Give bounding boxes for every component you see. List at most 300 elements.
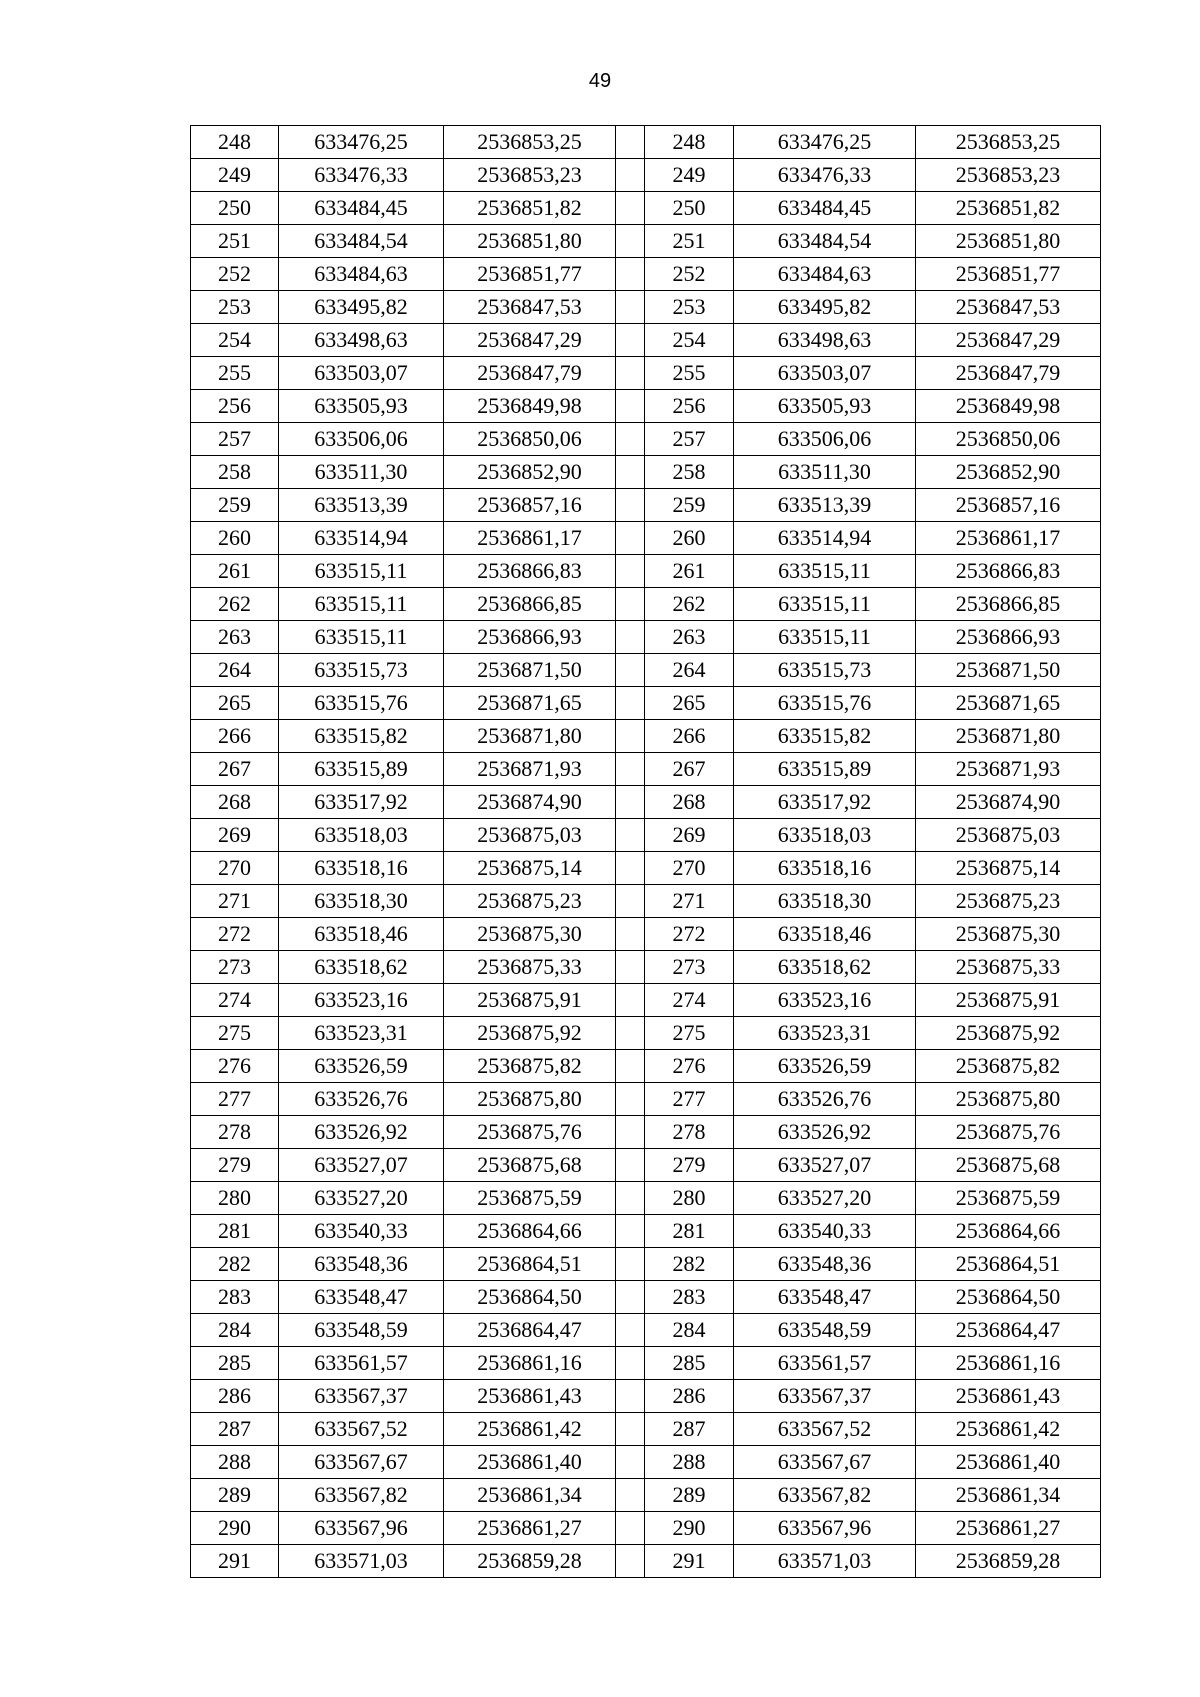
x-coordinate-cell: 633505,93	[734, 390, 916, 423]
x-coordinate-cell: 633571,03	[734, 1545, 916, 1578]
table-row	[191, 588, 1101, 621]
x-coordinate-cell: 633515,89	[279, 753, 444, 786]
table-row	[191, 390, 1101, 423]
point-number-cell: 252	[191, 258, 279, 291]
separator-cell	[616, 687, 645, 720]
separator-cell	[616, 390, 645, 423]
table-row	[191, 885, 1101, 918]
y-coordinate-cell: 2536861,17	[444, 522, 616, 555]
x-coordinate-cell: 633527,20	[734, 1182, 916, 1215]
point-number-cell: 284	[645, 1314, 734, 1347]
separator-cell	[616, 291, 645, 324]
x-coordinate-cell: 633526,59	[734, 1050, 916, 1083]
table-row	[191, 357, 1101, 390]
table-row	[191, 1380, 1101, 1413]
y-coordinate-cell: 2536871,93	[916, 753, 1101, 786]
x-coordinate-cell: 633514,94	[279, 522, 444, 555]
x-coordinate-cell: 633548,36	[279, 1248, 444, 1281]
x-coordinate-cell: 633515,11	[734, 621, 916, 654]
y-coordinate-cell: 2536875,03	[916, 819, 1101, 852]
separator-cell	[616, 522, 645, 555]
x-coordinate-cell: 633540,33	[734, 1215, 916, 1248]
point-number-cell: 288	[645, 1446, 734, 1479]
separator-cell	[616, 753, 645, 786]
y-coordinate-cell: 2536875,80	[916, 1083, 1101, 1116]
coordinates-table	[190, 125, 1101, 1578]
point-number-cell: 270	[191, 852, 279, 885]
y-coordinate-cell: 2536861,42	[916, 1413, 1101, 1446]
table-row	[191, 1215, 1101, 1248]
point-number-cell: 280	[645, 1182, 734, 1215]
separator-cell	[616, 258, 645, 291]
point-number-cell: 257	[645, 423, 734, 456]
point-number-cell: 274	[645, 984, 734, 1017]
y-coordinate-cell: 2536875,59	[444, 1182, 616, 1215]
table-row	[191, 1314, 1101, 1347]
y-coordinate-cell: 2536871,93	[444, 753, 616, 786]
point-number-cell: 287	[645, 1413, 734, 1446]
x-coordinate-cell: 633548,59	[734, 1314, 916, 1347]
separator-cell	[616, 1050, 645, 1083]
separator-cell	[616, 1380, 645, 1413]
y-coordinate-cell: 2536847,53	[444, 291, 616, 324]
y-coordinate-cell: 2536851,80	[916, 225, 1101, 258]
x-coordinate-cell: 633567,96	[734, 1512, 916, 1545]
y-coordinate-cell: 2536864,51	[444, 1248, 616, 1281]
y-coordinate-cell: 2536864,66	[916, 1215, 1101, 1248]
y-coordinate-cell: 2536847,79	[444, 357, 616, 390]
y-coordinate-cell: 2536871,65	[916, 687, 1101, 720]
x-coordinate-cell: 633527,20	[279, 1182, 444, 1215]
separator-cell	[616, 423, 645, 456]
y-coordinate-cell: 2536861,43	[444, 1380, 616, 1413]
y-coordinate-cell: 2536852,90	[444, 456, 616, 489]
x-coordinate-cell: 633515,82	[279, 720, 444, 753]
y-coordinate-cell: 2536850,06	[916, 423, 1101, 456]
y-coordinate-cell: 2536875,33	[916, 951, 1101, 984]
point-number-cell: 257	[191, 423, 279, 456]
x-coordinate-cell: 633526,92	[279, 1116, 444, 1149]
y-coordinate-cell: 2536866,83	[916, 555, 1101, 588]
point-number-cell: 281	[645, 1215, 734, 1248]
x-coordinate-cell: 633561,57	[279, 1347, 444, 1380]
x-coordinate-cell: 633567,37	[279, 1380, 444, 1413]
table-row	[191, 654, 1101, 687]
separator-cell	[616, 786, 645, 819]
point-number-cell: 254	[191, 324, 279, 357]
table-row	[191, 1017, 1101, 1050]
y-coordinate-cell: 2536875,82	[916, 1050, 1101, 1083]
table-row	[191, 1050, 1101, 1083]
x-coordinate-cell: 633513,39	[734, 489, 916, 522]
x-coordinate-cell: 633518,62	[279, 951, 444, 984]
y-coordinate-cell: 2536851,82	[916, 192, 1101, 225]
x-coordinate-cell: 633503,07	[734, 357, 916, 390]
y-coordinate-cell: 2536849,98	[916, 390, 1101, 423]
table-row	[191, 1413, 1101, 1446]
y-coordinate-cell: 2536875,30	[444, 918, 616, 951]
table-row	[191, 852, 1101, 885]
point-number-cell: 263	[191, 621, 279, 654]
x-coordinate-cell: 633484,63	[734, 258, 916, 291]
table-row	[191, 1281, 1101, 1314]
separator-cell	[616, 1215, 645, 1248]
x-coordinate-cell: 633484,63	[279, 258, 444, 291]
point-number-cell: 279	[645, 1149, 734, 1182]
y-coordinate-cell: 2536875,91	[444, 984, 616, 1017]
separator-cell	[616, 1083, 645, 1116]
x-coordinate-cell: 633495,82	[734, 291, 916, 324]
y-coordinate-cell: 2536852,90	[916, 456, 1101, 489]
y-coordinate-cell: 2536864,47	[444, 1314, 616, 1347]
x-coordinate-cell: 633567,67	[279, 1446, 444, 1479]
y-coordinate-cell: 2536871,50	[444, 654, 616, 687]
point-number-cell: 291	[191, 1545, 279, 1578]
y-coordinate-cell: 2536853,25	[916, 126, 1101, 159]
y-coordinate-cell: 2536861,40	[444, 1446, 616, 1479]
point-number-cell: 249	[645, 159, 734, 192]
point-number-cell: 265	[191, 687, 279, 720]
x-coordinate-cell: 633506,06	[279, 423, 444, 456]
x-coordinate-cell: 633484,45	[279, 192, 444, 225]
x-coordinate-cell: 633476,25	[279, 126, 444, 159]
separator-cell	[616, 1479, 645, 1512]
point-number-cell: 288	[191, 1446, 279, 1479]
x-coordinate-cell: 633548,47	[279, 1281, 444, 1314]
table-row	[191, 126, 1101, 159]
separator-cell	[616, 192, 645, 225]
point-number-cell: 273	[191, 951, 279, 984]
y-coordinate-cell: 2536857,16	[916, 489, 1101, 522]
y-coordinate-cell: 2536875,03	[444, 819, 616, 852]
y-coordinate-cell: 2536864,50	[916, 1281, 1101, 1314]
table-row	[191, 1083, 1101, 1116]
x-coordinate-cell: 633514,94	[734, 522, 916, 555]
x-coordinate-cell: 633518,03	[279, 819, 444, 852]
table-row	[191, 1248, 1101, 1281]
x-coordinate-cell: 633526,76	[279, 1083, 444, 1116]
x-coordinate-cell: 633518,03	[734, 819, 916, 852]
point-number-cell: 278	[645, 1116, 734, 1149]
y-coordinate-cell: 2536853,23	[444, 159, 616, 192]
y-coordinate-cell: 2536866,93	[444, 621, 616, 654]
table-row	[191, 786, 1101, 819]
y-coordinate-cell: 2536861,34	[444, 1479, 616, 1512]
x-coordinate-cell: 633567,67	[734, 1446, 916, 1479]
x-coordinate-cell: 633518,16	[279, 852, 444, 885]
x-coordinate-cell: 633476,33	[734, 159, 916, 192]
point-number-cell: 262	[191, 588, 279, 621]
y-coordinate-cell: 2536866,85	[444, 588, 616, 621]
separator-cell	[616, 324, 645, 357]
y-coordinate-cell: 2536847,79	[916, 357, 1101, 390]
x-coordinate-cell: 633515,11	[734, 555, 916, 588]
separator-cell	[616, 1347, 645, 1380]
y-coordinate-cell: 2536847,29	[916, 324, 1101, 357]
point-number-cell: 269	[645, 819, 734, 852]
table-row	[191, 324, 1101, 357]
separator-cell	[616, 1545, 645, 1578]
table-row	[191, 489, 1101, 522]
point-number-cell: 249	[191, 159, 279, 192]
y-coordinate-cell: 2536851,82	[444, 192, 616, 225]
x-coordinate-cell: 633567,82	[734, 1479, 916, 1512]
y-coordinate-cell: 2536859,28	[916, 1545, 1101, 1578]
x-coordinate-cell: 633515,82	[734, 720, 916, 753]
point-number-cell: 286	[191, 1380, 279, 1413]
point-number-cell: 251	[645, 225, 734, 258]
x-coordinate-cell: 633517,92	[734, 786, 916, 819]
y-coordinate-cell: 2536861,43	[916, 1380, 1101, 1413]
point-number-cell: 253	[645, 291, 734, 324]
separator-cell	[616, 1116, 645, 1149]
y-coordinate-cell: 2536875,14	[916, 852, 1101, 885]
y-coordinate-cell: 2536847,29	[444, 324, 616, 357]
x-coordinate-cell: 633495,82	[279, 291, 444, 324]
point-number-cell: 287	[191, 1413, 279, 1446]
separator-cell	[616, 588, 645, 621]
table-row	[191, 192, 1101, 225]
x-coordinate-cell: 633518,16	[734, 852, 916, 885]
x-coordinate-cell: 633527,07	[279, 1149, 444, 1182]
table-row	[191, 1182, 1101, 1215]
point-number-cell: 286	[645, 1380, 734, 1413]
point-number-cell: 282	[645, 1248, 734, 1281]
point-number-cell: 248	[645, 126, 734, 159]
point-number-cell: 270	[645, 852, 734, 885]
point-number-cell: 268	[645, 786, 734, 819]
y-coordinate-cell: 2536861,16	[916, 1347, 1101, 1380]
point-number-cell: 264	[191, 654, 279, 687]
point-number-cell: 273	[645, 951, 734, 984]
y-coordinate-cell: 2536864,50	[444, 1281, 616, 1314]
y-coordinate-cell: 2536866,93	[916, 621, 1101, 654]
table-row	[191, 1446, 1101, 1479]
point-number-cell: 256	[191, 390, 279, 423]
table-row	[191, 720, 1101, 753]
x-coordinate-cell: 633523,31	[279, 1017, 444, 1050]
point-number-cell: 290	[191, 1512, 279, 1545]
y-coordinate-cell: 2536871,80	[916, 720, 1101, 753]
y-coordinate-cell: 2536871,80	[444, 720, 616, 753]
separator-cell	[616, 819, 645, 852]
separator-cell	[616, 126, 645, 159]
y-coordinate-cell: 2536861,17	[916, 522, 1101, 555]
y-coordinate-cell: 2536861,42	[444, 1413, 616, 1446]
separator-cell	[616, 1182, 645, 1215]
point-number-cell: 260	[645, 522, 734, 555]
separator-cell	[616, 852, 645, 885]
x-coordinate-cell: 633517,92	[279, 786, 444, 819]
point-number-cell: 271	[191, 885, 279, 918]
point-number-cell: 280	[191, 1182, 279, 1215]
x-coordinate-cell: 633515,11	[279, 588, 444, 621]
x-coordinate-cell: 633515,73	[734, 654, 916, 687]
y-coordinate-cell: 2536875,23	[444, 885, 616, 918]
x-coordinate-cell: 633484,54	[279, 225, 444, 258]
y-coordinate-cell: 2536866,85	[916, 588, 1101, 621]
x-coordinate-cell: 633484,54	[734, 225, 916, 258]
y-coordinate-cell: 2536861,40	[916, 1446, 1101, 1479]
point-number-cell: 277	[191, 1083, 279, 1116]
point-number-cell: 256	[645, 390, 734, 423]
table-row	[191, 687, 1101, 720]
y-coordinate-cell: 2536875,76	[916, 1116, 1101, 1149]
x-coordinate-cell: 633548,36	[734, 1248, 916, 1281]
x-coordinate-cell: 633484,45	[734, 192, 916, 225]
point-number-cell: 283	[645, 1281, 734, 1314]
x-coordinate-cell: 633548,47	[734, 1281, 916, 1314]
x-coordinate-cell: 633476,33	[279, 159, 444, 192]
separator-cell	[616, 720, 645, 753]
point-number-cell: 269	[191, 819, 279, 852]
point-number-cell: 289	[191, 1479, 279, 1512]
point-number-cell: 267	[645, 753, 734, 786]
x-coordinate-cell: 633515,76	[279, 687, 444, 720]
y-coordinate-cell: 2536861,34	[916, 1479, 1101, 1512]
separator-cell	[616, 654, 645, 687]
point-number-cell: 271	[645, 885, 734, 918]
x-coordinate-cell: 633567,52	[279, 1413, 444, 1446]
point-number-cell: 258	[645, 456, 734, 489]
table-row	[191, 753, 1101, 786]
point-number-cell: 264	[645, 654, 734, 687]
y-coordinate-cell: 2536875,59	[916, 1182, 1101, 1215]
point-number-cell: 290	[645, 1512, 734, 1545]
y-coordinate-cell: 2536875,80	[444, 1083, 616, 1116]
table-row	[191, 159, 1101, 192]
separator-cell	[616, 225, 645, 258]
y-coordinate-cell: 2536866,83	[444, 555, 616, 588]
y-coordinate-cell: 2536874,90	[444, 786, 616, 819]
point-number-cell: 262	[645, 588, 734, 621]
x-coordinate-cell: 633515,73	[279, 654, 444, 687]
separator-cell	[616, 489, 645, 522]
y-coordinate-cell: 2536875,30	[916, 918, 1101, 951]
y-coordinate-cell: 2536875,68	[444, 1149, 616, 1182]
point-number-cell: 285	[645, 1347, 734, 1380]
y-coordinate-cell: 2536875,92	[444, 1017, 616, 1050]
x-coordinate-cell: 633498,63	[279, 324, 444, 357]
y-coordinate-cell: 2536861,27	[444, 1512, 616, 1545]
table-row	[191, 225, 1101, 258]
separator-cell	[616, 1413, 645, 1446]
x-coordinate-cell: 633518,30	[734, 885, 916, 918]
point-number-cell: 282	[191, 1248, 279, 1281]
table-row	[191, 258, 1101, 291]
y-coordinate-cell: 2536861,27	[916, 1512, 1101, 1545]
point-number-cell: 284	[191, 1314, 279, 1347]
table-row	[191, 1479, 1101, 1512]
x-coordinate-cell: 633527,07	[734, 1149, 916, 1182]
point-number-cell: 266	[191, 720, 279, 753]
x-coordinate-cell: 633515,11	[279, 555, 444, 588]
x-coordinate-cell: 633567,82	[279, 1479, 444, 1512]
separator-cell	[616, 885, 645, 918]
point-number-cell: 289	[645, 1479, 734, 1512]
point-number-cell: 253	[191, 291, 279, 324]
point-number-cell: 261	[645, 555, 734, 588]
x-coordinate-cell: 633511,30	[279, 456, 444, 489]
y-coordinate-cell: 2536857,16	[444, 489, 616, 522]
x-coordinate-cell: 633506,06	[734, 423, 916, 456]
x-coordinate-cell: 633515,11	[734, 588, 916, 621]
y-coordinate-cell: 2536864,47	[916, 1314, 1101, 1347]
point-number-cell: 255	[191, 357, 279, 390]
y-coordinate-cell: 2536871,50	[916, 654, 1101, 687]
x-coordinate-cell: 633567,52	[734, 1413, 916, 1446]
table-row	[191, 819, 1101, 852]
x-coordinate-cell: 633523,16	[734, 984, 916, 1017]
separator-cell	[616, 555, 645, 588]
x-coordinate-cell: 633503,07	[279, 357, 444, 390]
point-number-cell: 250	[191, 192, 279, 225]
point-number-cell: 259	[645, 489, 734, 522]
x-coordinate-cell: 633526,76	[734, 1083, 916, 1116]
x-coordinate-cell: 633518,30	[279, 885, 444, 918]
point-number-cell: 258	[191, 456, 279, 489]
separator-cell	[616, 1314, 645, 1347]
point-number-cell: 255	[645, 357, 734, 390]
point-number-cell: 265	[645, 687, 734, 720]
y-coordinate-cell: 2536847,53	[916, 291, 1101, 324]
point-number-cell: 279	[191, 1149, 279, 1182]
y-coordinate-cell: 2536853,23	[916, 159, 1101, 192]
x-coordinate-cell: 633567,37	[734, 1380, 916, 1413]
x-coordinate-cell: 633515,11	[279, 621, 444, 654]
x-coordinate-cell: 633561,57	[734, 1347, 916, 1380]
y-coordinate-cell: 2536875,14	[444, 852, 616, 885]
table-row	[191, 1347, 1101, 1380]
y-coordinate-cell: 2536875,68	[916, 1149, 1101, 1182]
x-coordinate-cell: 633540,33	[279, 1215, 444, 1248]
point-number-cell: 276	[191, 1050, 279, 1083]
separator-cell	[616, 1248, 645, 1281]
y-coordinate-cell: 2536851,77	[916, 258, 1101, 291]
point-number-cell: 251	[191, 225, 279, 258]
point-number-cell: 254	[645, 324, 734, 357]
point-number-cell: 275	[191, 1017, 279, 1050]
separator-cell	[616, 1446, 645, 1479]
point-number-cell: 263	[645, 621, 734, 654]
table-row	[191, 291, 1101, 324]
point-number-cell: 283	[191, 1281, 279, 1314]
point-number-cell: 275	[645, 1017, 734, 1050]
point-number-cell: 278	[191, 1116, 279, 1149]
table-row	[191, 423, 1101, 456]
point-number-cell: 248	[191, 126, 279, 159]
x-coordinate-cell: 633515,89	[734, 753, 916, 786]
y-coordinate-cell: 2536853,25	[444, 126, 616, 159]
x-coordinate-cell: 633548,59	[279, 1314, 444, 1347]
y-coordinate-cell: 2536875,76	[444, 1116, 616, 1149]
x-coordinate-cell: 633567,96	[279, 1512, 444, 1545]
table-row	[191, 984, 1101, 1017]
x-coordinate-cell: 633523,16	[279, 984, 444, 1017]
y-coordinate-cell: 2536875,92	[916, 1017, 1101, 1050]
separator-cell	[616, 621, 645, 654]
table-row	[191, 456, 1101, 489]
x-coordinate-cell: 633515,76	[734, 687, 916, 720]
separator-cell	[616, 984, 645, 1017]
table-row	[191, 918, 1101, 951]
x-coordinate-cell: 633518,62	[734, 951, 916, 984]
y-coordinate-cell: 2536875,23	[916, 885, 1101, 918]
x-coordinate-cell: 633526,92	[734, 1116, 916, 1149]
table-row	[191, 1545, 1101, 1578]
x-coordinate-cell: 633476,25	[734, 126, 916, 159]
x-coordinate-cell: 633571,03	[279, 1545, 444, 1578]
